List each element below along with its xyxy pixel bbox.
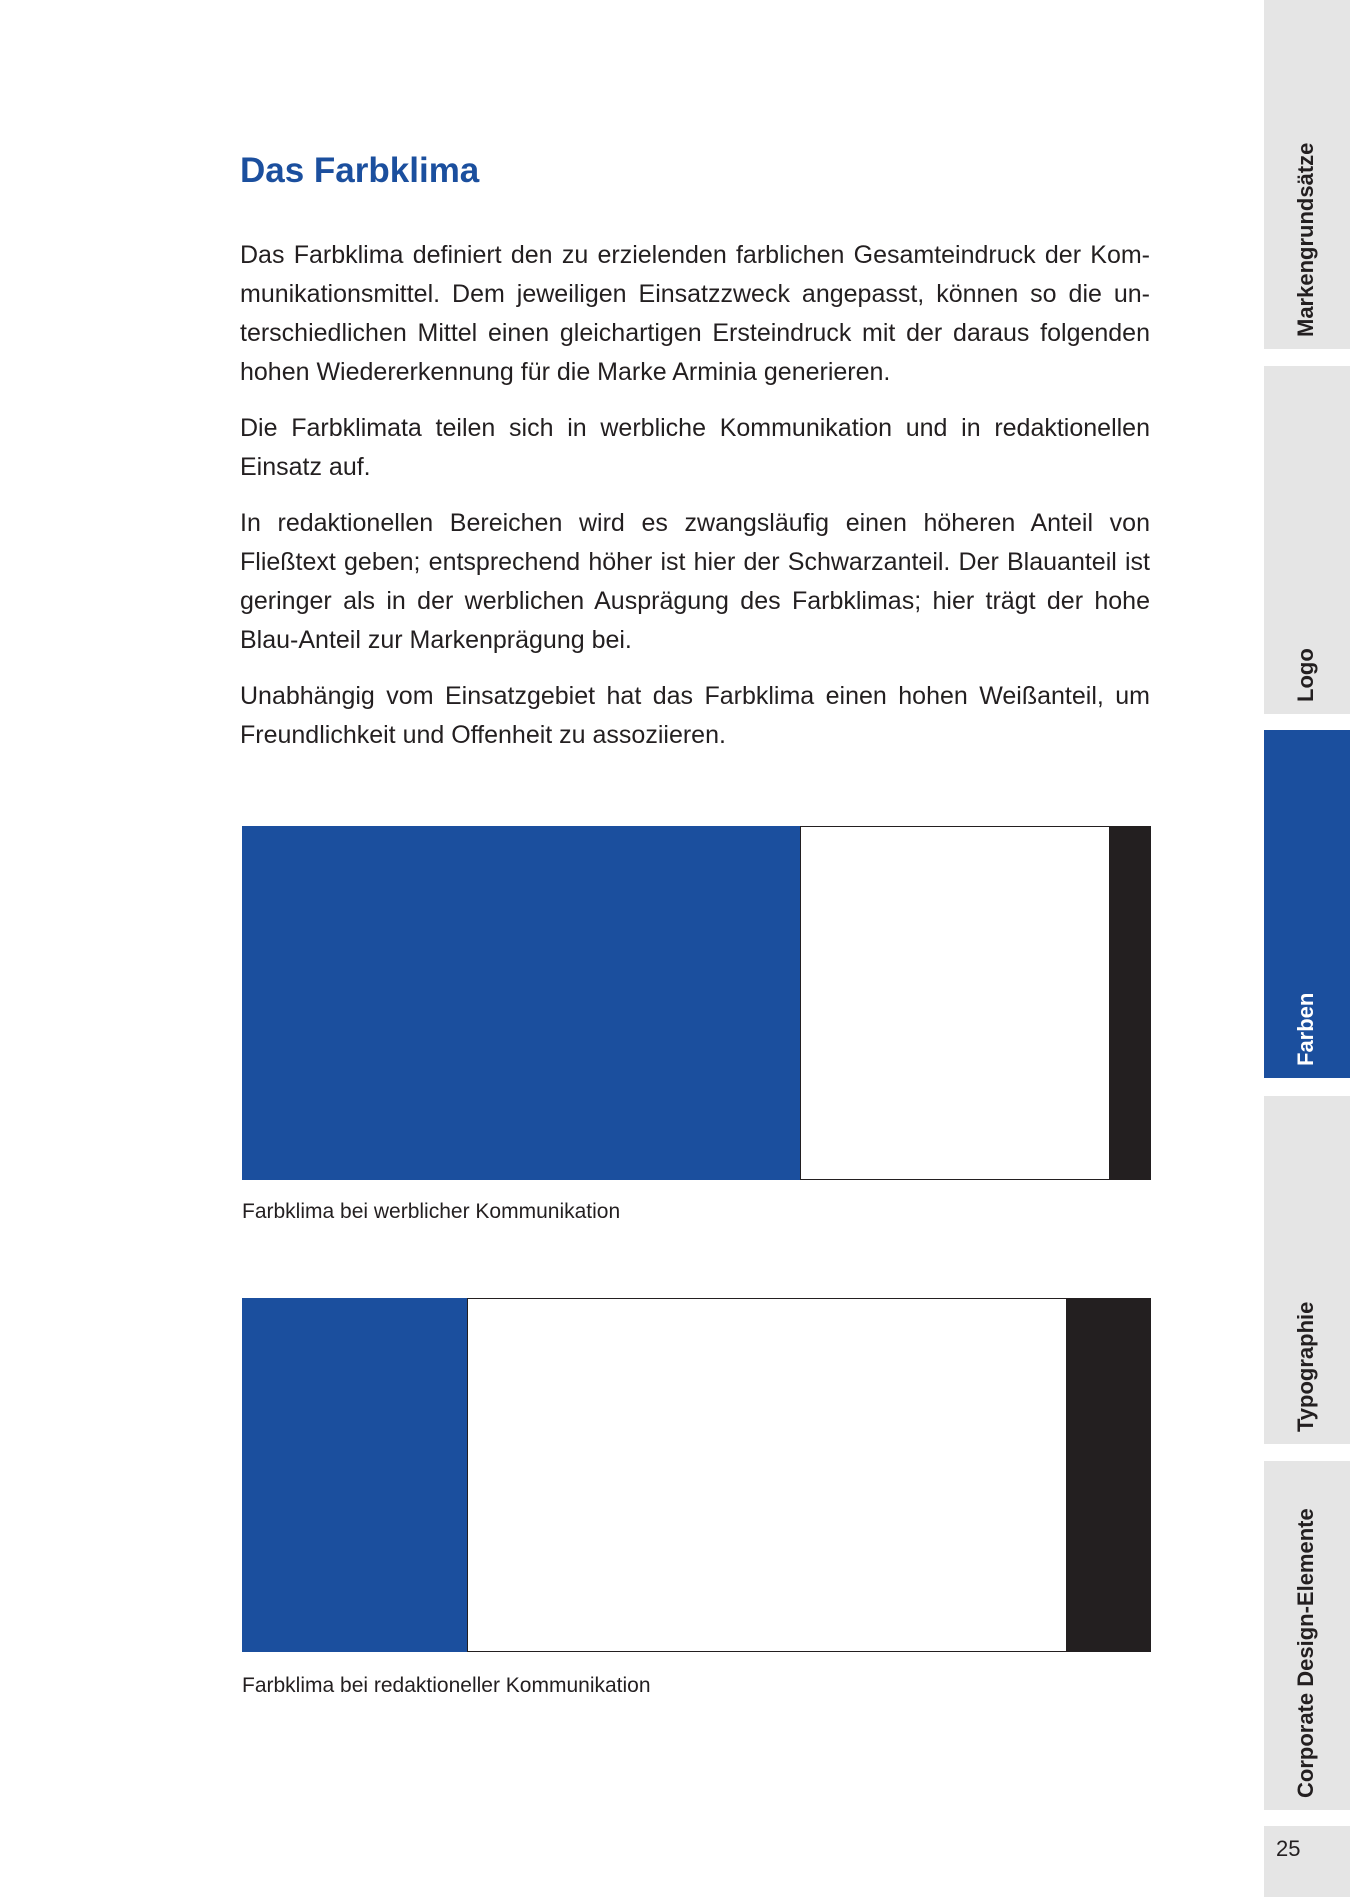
paragraph: Das Farbklima definiert den zu erzielenden farblichen Gesamteindruck der Kommunikationsmittel. Dem jeweiligen Einsatzzweck angepasst, können so die unterschiedlichen Mittel einen gleichartigen Ersteindruck mit der daraus folgenden hohen Wiedererkennung für die Marke Arminia generieren. [240, 241, 1150, 386]
body-text [240, 236, 1150, 772]
tab-logo[interactable] [1264, 366, 1350, 714]
tab-label: Logo [1293, 648, 1318, 702]
tab-label: Markengrundsätze [1293, 142, 1318, 337]
caption-editorial: Farbklima bei redaktioneller Kommunikation [242, 1674, 651, 1697]
tab-markengrundsaetze[interactable] [1264, 0, 1350, 349]
tab-typographie[interactable] [1264, 1096, 1350, 1444]
paragraph: In redaktionellen Bereichen wird es zwangsläufig einen höheren Anteil von Fließtext geben; entsprechend höher ist hier der Schwarzanteil. Der Blauanteil ist geringer als in der werblichen Ausprägung des Farbklimas; hier trägt der hohe Blau-Anteil zur Markenprägung bei. [240, 509, 1150, 654]
page-number-box [1264, 1826, 1350, 1897]
paragraph: Unabhängig vom Einsatzgebiet hat das Farbklima einen hohen Weißanteil, um Freundlichkeit und Offenheit zu assoziieren. [240, 682, 1150, 749]
color-climate-bar-advertising [242, 826, 1151, 1180]
color-climate-bar-editorial [242, 1298, 1151, 1652]
tab-label: Corporate Design-Elemente [1293, 1508, 1318, 1798]
blue-share-block [242, 826, 800, 1180]
page-title: Das Farbklima [240, 151, 480, 190]
page-number: 25 [1276, 1836, 1301, 1861]
black-share-block [1109, 826, 1151, 1180]
paragraph: Die Farbklimata teilen sich in werbliche Kommunikation und in redaktionellen Einsatz auf. [240, 414, 1150, 481]
tab-corporate-design-elemente[interactable] [1264, 1461, 1350, 1810]
black-share-block [1066, 1298, 1151, 1652]
white-share-block [467, 1298, 1067, 1652]
caption-advertising: Farbklima bei werblicher Kommunikation [242, 1200, 621, 1223]
tab-label: Typographie [1293, 1301, 1318, 1432]
tab-farben[interactable] [1264, 730, 1350, 1078]
tab-label: Farben [1293, 992, 1318, 1066]
blue-share-block [242, 1298, 467, 1652]
white-share-block [800, 826, 1109, 1180]
